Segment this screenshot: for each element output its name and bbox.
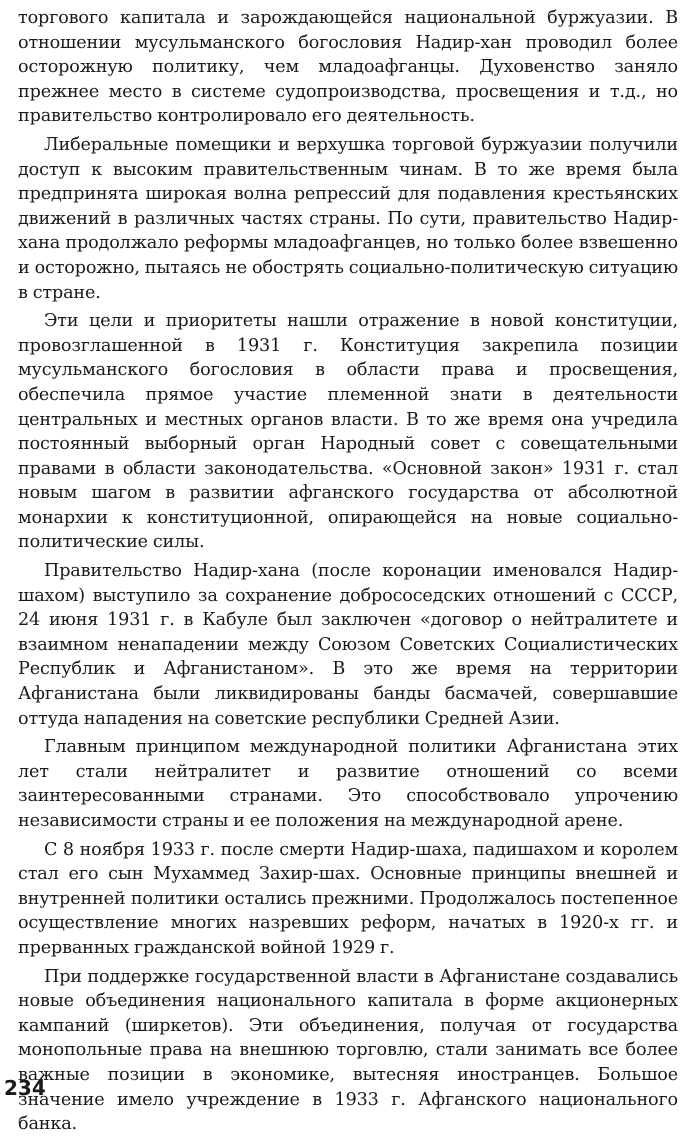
paragraph-2: Либеральные помещики и верхушка торговой буржуазии получили доступ к высоким правительственным чинам. В то же время была предпринята широкая волна репрессий для подавления крестьянских движений в различных частях страны. По сути, правительство Надир-хана продолжало реформы младоафганцев, но только более взвешенно и осторожно, пытаясь не обострять социально-политическую ситуацию в стране. [18,134,678,303]
page-body [18,6,678,1137]
paragraph-7: При поддержке государственной власти в Афганистане создавались новые объединения национального капитала в форме акционерных кампаний (ширкетов). Эти объединения, получая от государства монопольные права на внешнюю торговлю, стали занимать все более важные позиции в экономике, вытесняя иностранцев. Большое значение имело учреждение в 1933 г. Афганского национального банка. [18,966,678,1135]
page-number: 234 [4,1076,46,1100]
paragraph-3: Эти цели и приоритеты нашли отражение в новой конституции, провозглашенной в 1931 г. Конституция закрепила позиции мусульманского богословия в области права и просвещения, обеспечила прямое участие племенной знати в деятельности центральных и местных органов власти. В то же время она учредила постоянный выборный орган Народный совет с совещательными правами в области законодательства. «Основной закон» 1931 г. стал новым шагом в развитии афганского государства от абсолютной монархии к конституционной, опирающейся на новые социально-политические силы. [18,311,678,553]
paragraph-5: Главным принципом международной политики Афганистана этих лет стали нейтралитет и развитие отношений со всеми заинтересованными странами. Это способствовало упрочению независимости страны и ее положения на международной арене. [18,737,678,831]
paragraph-4: Правительство Надир-хана (после коронации именовался Надир-шахом) выступило за сохранение добрососедских отношений с СССР, 24 июня 1931 г. в Кабуле был заключен «договор о нейтралитете и взаимном ненападении между Союзом Советских Социалистических Республик и Афганистаном». В это же время на территории Афганистана были ликвидированы банды басмачей, совершавшие оттуда нападения на советские республики Средней Азии. [18,561,678,729]
paragraph-1: торгового капитала и зарождающейся национальной буржуазии. В отношении мусульманского богословия Надир-хан проводил более осторожную политику, чем младоафганцы. Духовенство заняло прежнее место в системе судопроизводства, просвещения и т.д., но правительство контролировало его деятельность. [18,8,678,127]
paragraph-6: С 8 ноября 1933 г. после смерти Надир-шаха, падишахом и королем стал его сын Мухаммед Захир-шах. Основные принципы внешней и внутренней политики остались прежними. Продолжалось постепенное осуществление многих назревших реформ, начатых в 1920-х гг. и прерванных гражданской войной 1929 г. [18,839,678,958]
